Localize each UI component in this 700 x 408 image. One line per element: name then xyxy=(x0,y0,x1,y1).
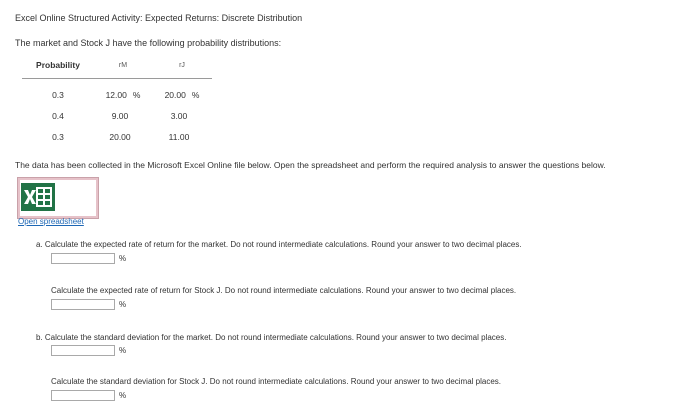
cell-rm-value: 9.00 xyxy=(111,110,129,121)
cell-rj xyxy=(152,100,212,121)
cell-probability: 0.4 xyxy=(52,110,64,121)
table-header-row xyxy=(22,60,212,79)
cell-probability: 0.3 xyxy=(52,131,64,142)
cell-rm xyxy=(94,79,152,101)
cell-rm-value: 12.00 xyxy=(105,89,127,100)
cell-rm xyxy=(94,121,152,142)
cell-rm-unit: % xyxy=(132,89,141,100)
cell-rj-value: 3.00 xyxy=(170,110,188,121)
cell-rj-value: 20.00 xyxy=(164,89,186,100)
question-b1-text: b. Calculate the standard deviation for the market. Do not round intermediate calculations. Round your answer to two decimal places. xyxy=(36,333,507,342)
table-row xyxy=(22,79,212,101)
cell-rj xyxy=(152,121,212,142)
table-row xyxy=(22,121,212,142)
open-spreadsheet-link[interactable]: Open spreadsheet xyxy=(18,217,84,226)
cell-probability: 0.3 xyxy=(52,89,64,100)
question-a2-text: Calculate the expected rate of return for Stock J. Do not round intermediate calculations. Round your answer to two decimal places. xyxy=(51,286,517,295)
excel-icon xyxy=(21,183,55,211)
cell-rj-unit: % xyxy=(191,89,200,100)
cell-rm xyxy=(94,100,152,121)
question-a1-text: a. Calculate the expected rate of return for the market. Do not round intermediate calculations. Round your answer to two decimal places. xyxy=(36,240,522,249)
answer-b1 xyxy=(51,344,126,356)
percent-unit: % xyxy=(119,345,127,355)
intro-text: The market and Stock J have the following probability distributions: xyxy=(15,38,282,48)
percent-unit: % xyxy=(119,299,127,309)
answer-input-stock-j-expected-return[interactable] xyxy=(51,299,115,310)
instructions-text: The data has been collected in the Microsoft Excel Online file below. Open the spreadsheet and perform the required analysis to answer the questions below. xyxy=(15,160,606,170)
cell-rj xyxy=(152,79,212,101)
answer-a1 xyxy=(51,252,126,264)
answer-input-market-std-dev[interactable] xyxy=(51,345,115,356)
spreadsheet-button[interactable] xyxy=(17,177,99,219)
table-row xyxy=(22,100,212,121)
answer-input-market-expected-return[interactable] xyxy=(51,253,115,264)
header-rm: rM xyxy=(94,60,152,79)
header-probability: Probability xyxy=(22,60,94,79)
cell-rj-value: 11.00 xyxy=(168,131,190,142)
header-rj: rJ xyxy=(152,60,212,79)
answer-a2 xyxy=(51,298,126,310)
question-b2-text: Calculate the standard deviation for Stock J. Do not round intermediate calculations. Round your answer to two decimal places. xyxy=(51,377,502,386)
cell-rm-value: 20.00 xyxy=(109,131,131,142)
answer-b2 xyxy=(51,389,126,401)
percent-unit: % xyxy=(119,390,127,400)
probability-table xyxy=(22,60,212,142)
answer-input-stock-j-std-dev[interactable] xyxy=(51,390,115,401)
percent-unit: % xyxy=(119,253,127,263)
page-title: Excel Online Structured Activity: Expected Returns: Discrete Distribution xyxy=(15,13,303,23)
